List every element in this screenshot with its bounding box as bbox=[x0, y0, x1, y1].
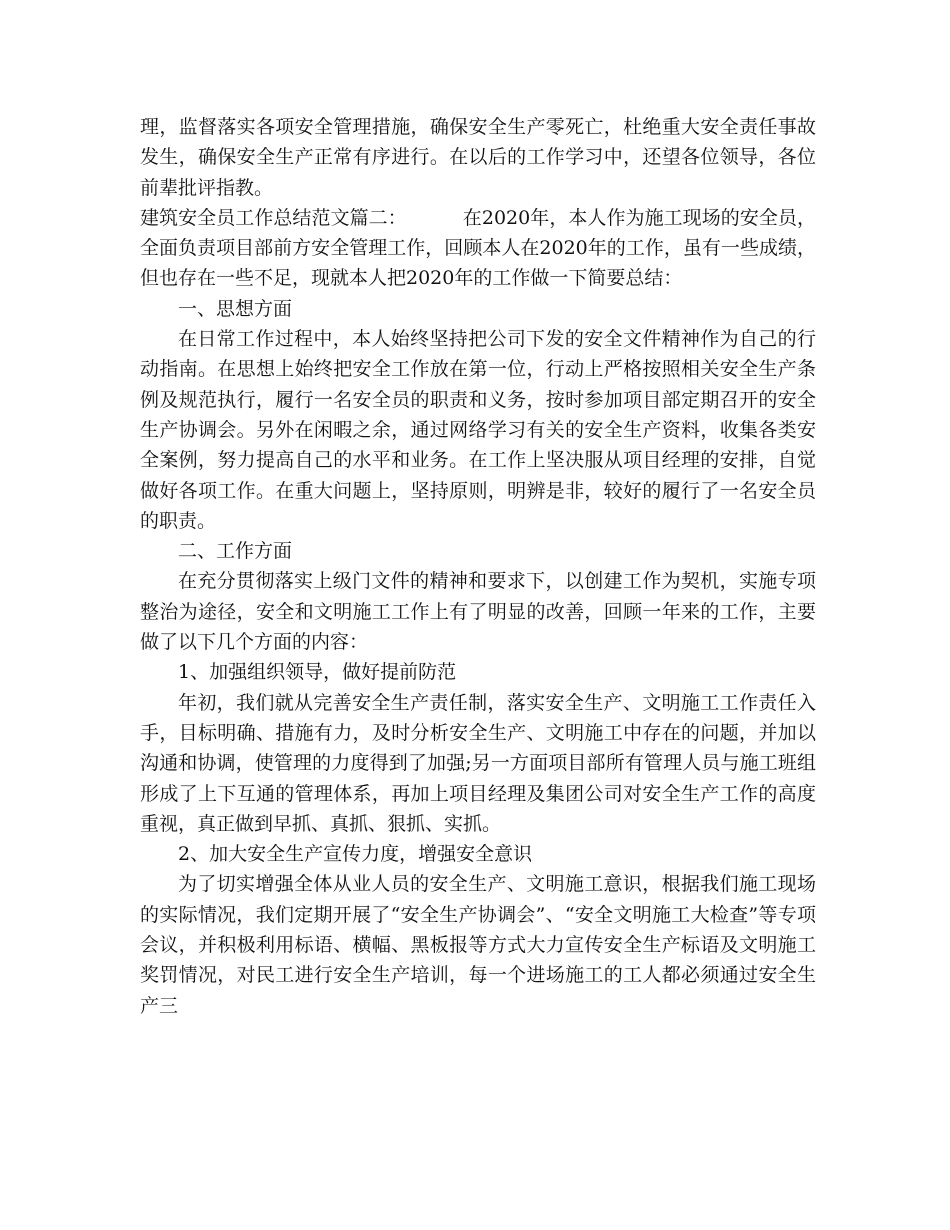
paragraph: 在充分贯彻落实上级门文件的精神和要求下，以创建工作为契机，实施专项整治为途径，安全和文明施工工作上有了明显的改善，回顾一年来的工作，主要做了以下几个方面的内容： bbox=[140, 570, 816, 654]
subheading-1: 1、加强组织领导，做好提前防范 bbox=[178, 661, 457, 684]
subheading-2: 2、加大安全生产宣传力度，增强安全意识 bbox=[178, 843, 533, 866]
heading-work: 二、工作方面 bbox=[178, 540, 293, 563]
paragraph: 在日常工作过程中，本人始终坚持把公司下发的安全文件精神作为自己的行动指南。在思想上始终把安全工作放在第一位，行动上严格按照相关安全生产条例及规范执行，履行一名安全员的职责和义务，按时参加项目部定期召开的安全生产协调会。另外在闲暇之余，通过网络学习有关的安全生产资料，收集各类安全案例，努力提高自己的水平和业务。在工作上坚决服从项目经理的安排，自觉做好各项工作。在重大问题上，坚持原则，明辨是非，较好的履行了一名安全员的职责。 bbox=[140, 328, 816, 532]
paragraph bbox=[140, 203, 816, 294]
paragraph: 为了切实增强全体从业人员的安全生产、文明施工意识，根据我们施工现场的实际情况，我们定期开展了“安全生产协调会”、“安全文明施工大检查”等专项会议，并积极利用标语、横幅、黑板报等方式大力宣传安全生产标语及文明施工奖罚情况，对民工进行安全生产培训，每一个进场施工的工人都必须通过安全生产三 bbox=[140, 873, 816, 1017]
paragraph: 年初，我们就从完善安全生产责任制，落实安全生产、文明施工工作责任入手，目标明确、措施有力，及时分析安全生产、文明施工中存在的问题，并加以沟通和协调，使管理的力度得到了加强;另一方面项目部所有管理人员与施工班组形成了上下互通的管理体系，再加上项目经理及集团公司对安全生产工作的高度重视，真正做到早抓、真抓、狠抓、实抓。 bbox=[140, 691, 816, 835]
section-heading: 建筑安全员工作总结范文篇二： bbox=[140, 206, 407, 229]
paragraph-text: 在2020年，本人作为施工现场的安全员，全面负责项目部前方安全管理工作，回顾本人在2020年的工作，虽有一些成绩，但也存在一些不足，现就本人把2020年的工作做一下简要总结： bbox=[140, 206, 816, 290]
paragraph: 理，监督落实各项安全管理措施，确保安全生产零死亡，杜绝重大安全责任事故发生，确保安全生产正常有序进行。在以后的工作学习中，还望各位领导，各位前辈批评指教。 bbox=[140, 116, 816, 199]
heading-thought: 一、思想方面 bbox=[178, 297, 293, 320]
document-page bbox=[140, 112, 816, 1021]
